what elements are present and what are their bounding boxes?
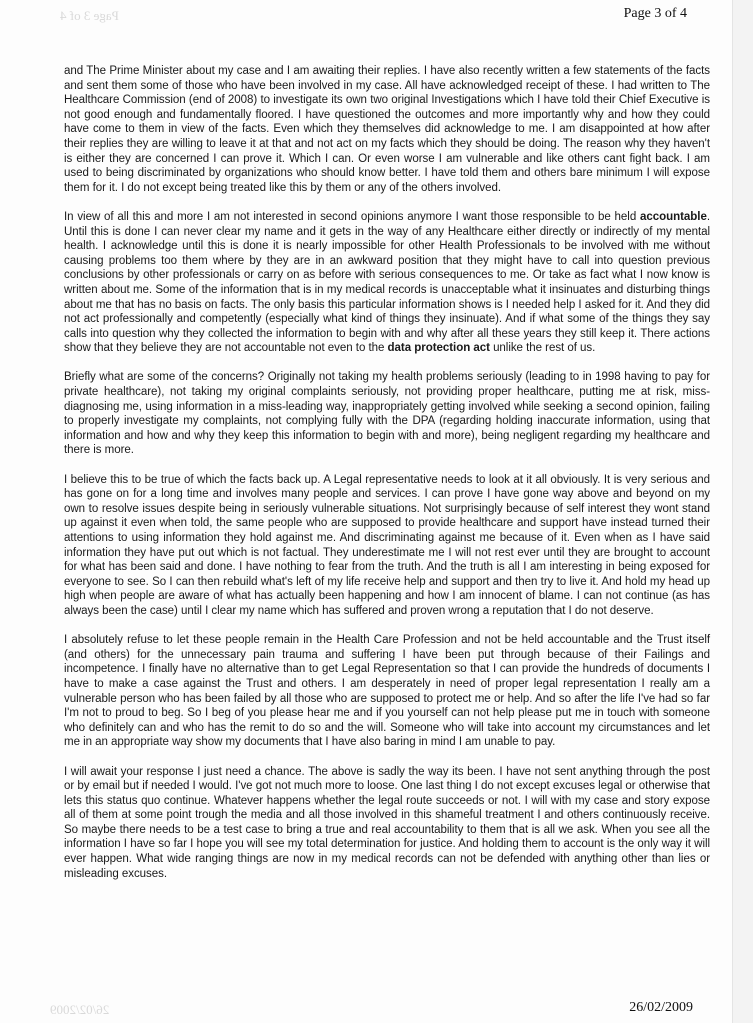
page-number: Page 3 of 4 (623, 6, 687, 21)
bleed-through-header: Page 3 of 4 (60, 8, 119, 23)
paragraph: Briefly what are some of the concerns? Originally not taking my health problems seriously (leading to in 1998 having to pay for private healthcare), not taking my original complaints seriously, not providing proper healthcare, putting me at risk, miss-diagnosing me, using information in a miss-leading way, inappropriately getting involved while seeking a second opinion, failing to properly investigate my complaints, not complying fully with the DPA (regarding holding inaccurate information, using that information and how and why they keep this information to begin with and more), being negligent regarding my healthcare and there is more. (64, 371, 710, 457)
text-span: unlike the rest of us. (489, 342, 596, 355)
paragraph: I will await your response I just need a chance. The above is sadly the way its been. I have not sent anything through the post or by email but if needed I would. I've got not much more to loose. One last thing I do not except excuses legal or otherwise that lets this status quo continue. Whatever happens whether the legal route succeeds or not. I will with my case and story expose all of them at some point trough the media and all those involved in this shameful treatment I and others continuously receive. So maybe there needs to be a test case to bring a true and real accountability to them that is all we ask. When you see all the information I have so far I hope you will see my total determination for justice. And holding them to account is the only way it will ever happen. What wide ranging things are now in my medical records can not be defended with anything other than lies or misleading excuses. (64, 765, 710, 880)
paragraph: I absolutely refuse to let these people remain in the Health Care Profession and not be held accountable and the Trust itself (and others) for the unnecessary pain trauma and suffering I have been put through because of their Failings and incompetence. I finally have no alternative than to get Legal Representation so that I can provide the hundreds of documents I have to make a case against the Trust and others. I am desperately in need of proper legal representation I really am a vulnerable person who has been failed by all those who are supposed to protect me or help. And so after the life I've had so far I'm not to proud to beg. So I beg of you please hear me and if you yourself can not help please put me in touch with someone who definitely can and who has the remit to do so and the will. Someone who will take into account my circumstances and let me in an appropriate way show my documents that I have also baring in mind I am unable to pay. (64, 634, 710, 749)
emphasis-data-protection-act: data protection act (387, 342, 490, 355)
footer-date: 26/02/2009 (629, 1000, 693, 1015)
text-span: . Until this is done I can never clear my name and it gets in the way of any Healthcare either directly or indirectly of my mental health. I acknowledge until this is done it is nearly impossible for other Health Professionals to be involved with me without causing problems too them where by they are in an awkward position that they might have to call into question previous conclusions by other professionals or carry on as before with serious consequences to me. Or take as fact what I now know is written about me. Some of the information that is in my medical records is unacceptable what it insinuates and disturbing things about me that has no basis on facts. The only basis this particular information shows is I needed help I asked for it. And they did not act professionally and competently (especially what kind of things they insinuate). And if what some of the things they say calls into question why they collected the information to begin with and why after all these years they still keep it. There actions show that they believe they are not accountable not even to the (64, 210, 710, 355)
paragraph: I believe this to be true of which the facts back up. A Legal representative needs to look at it all obviously. It is very serious and has gone on for a long time and involves many people and services. I can prove I have gone way above and beyond on my own to resolve issues despite being in seriously vulnerable situations. Not surprisingly because of self interest they wont stand up against it even when told, the same people who are supposed to provide healthcare and support have instead turned their attentions to using information they hold against me. And discriminating against me because of it. Even when as I have said information they have put out which is not factual. They underestimate me I will not rest ever until they are brought to account for what has been said and done. I have nothing to fear from the truth. And the truth is all I am interesting in being exposed for everyone to see. So I can then rebuild what's left of my life receive help and support and then try to live it. And hold my head up high when people are aware of what has actually been happening and how I am innocent of blame. I can not continue (as has always been the case) until I clear my name which has suffered and proven wrong a reputation that I do not deserve. (64, 473, 710, 617)
letter-body (64, 64, 710, 896)
paragraph: and The Prime Minister about my case and I am awaiting their replies. I have also recently written a few statements of the facts and sent them some of those who have been involved in my case. All have acknowledged receipt of these. I had written to The Healthcare Commission (end of 2008) to investigate its own two original Investigations which I have told their Chief Executive is not good enough and fundamentally floored. I have questioned the outcomes and more importantly why and how they could have come to them in view of the facts. Even which they themselves did acknowledge to me. I am disappointed at how after their replies they are willing to leave it at that and not act on my facts which they should be doing. The reason why they haven't is either they are concerned I can prove it. Which I can. Or even worse I am vulnerable and like others cant fight back. I am used to being discriminated by organizations who should know better. I have told them and others bare minimum I will expose them for it. I do not except being treated like this by them or any of the others involved. (64, 65, 710, 194)
bleed-through-footer: 26/02/2009 (50, 1002, 110, 1017)
emphasis-accountable: accountable (640, 210, 707, 223)
paragraph (64, 210, 710, 356)
text-span: In view of all this and more I am not interested in second opinions anymore I want those responsible to be held (64, 210, 640, 223)
scan-edge (732, 0, 753, 1023)
